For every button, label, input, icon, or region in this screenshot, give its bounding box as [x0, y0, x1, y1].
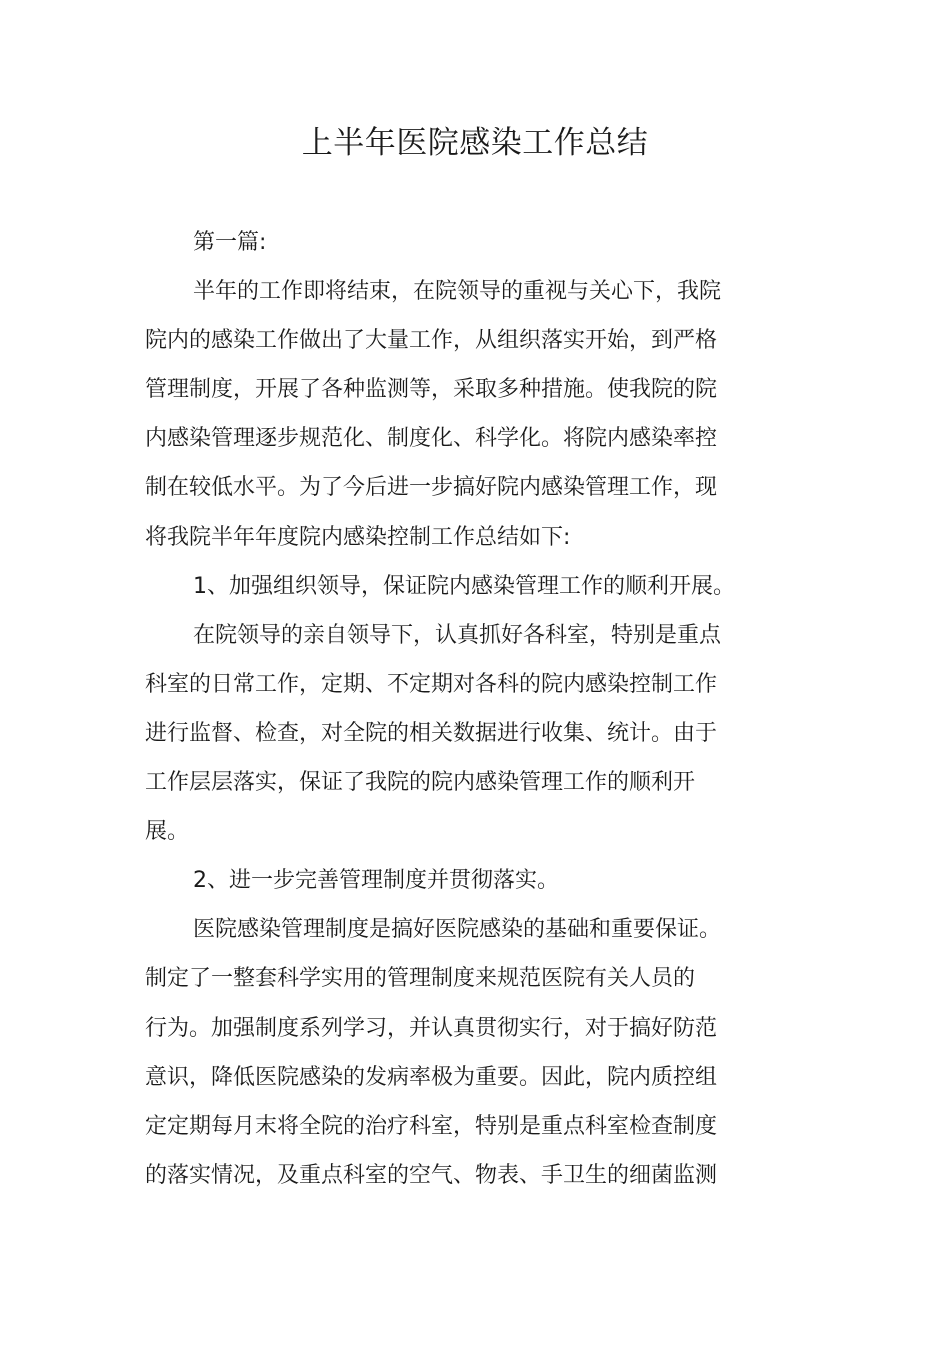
text-line: 院内的感染工作做出了大量工作，从组织落实开始，到严格	[145, 328, 718, 354]
text-line: 内感染管理逐步规范化、制度化、科学化。将院内感染率控	[145, 426, 718, 452]
text-line: 行为。加强制度系列学习，并认真贯彻实行，对于搞好防范	[145, 1015, 718, 1041]
paragraph-item-1	[145, 611, 755, 856]
paragraph-intro	[145, 267, 755, 562]
text-line: 定定期每月末将全院的治疗科室，特别是重点科室检查制度	[145, 1113, 718, 1139]
heading-item-1	[145, 562, 755, 611]
document-body	[145, 218, 755, 1200]
text-line: 的落实情况，及重点科室的空气、物表、手卫生的细菌监测	[145, 1162, 718, 1188]
text-line: 1、加强组织领导，保证院内感染管理工作的顺利开展。	[193, 573, 735, 599]
text-line: 展。	[145, 819, 190, 845]
text-line: 将我院半年年度院内感染控制工作总结如下:	[145, 524, 571, 550]
document-title: 上半年医院感染工作总结	[301, 125, 649, 161]
text-line: 在院领导的亲自领导下，认真抓好各科室，特别是重点	[193, 622, 722, 648]
section-label	[145, 218, 755, 267]
text-line: 半年的工作即将结束，在院领导的重视与关心下，我院	[193, 279, 722, 305]
text-line: 工作层层落实，保证了我院的院内感染管理工作的顺利开	[145, 770, 696, 796]
paragraph-item-2	[145, 905, 755, 1200]
text-line: 医院感染管理制度是搞好医院感染的基础和重要保证。	[193, 917, 722, 943]
text-line: 制在较低水平。为了今后进一步搞好院内感染管理工作，现	[145, 475, 718, 501]
heading-item-2	[145, 856, 755, 905]
text-line: 意识，降低医院感染的发病率极为重要。因此，院内质控组	[145, 1064, 718, 1090]
text-line: 2、进一步完善管理制度并贯彻落实。	[193, 868, 559, 894]
text-line: 第一篇:	[193, 230, 267, 255]
text-line: 科室的日常工作，定期、不定期对各科的院内感染控制工作	[145, 671, 718, 697]
text-line: 管理制度，开展了各种监测等，采取多种措施。使我院的院	[145, 377, 718, 403]
text-line: 进行监督、检查，对全院的相关数据进行收集、统计。由于	[145, 720, 718, 746]
text-line: 制定了一整套科学实用的管理制度来规范医院有关人员的	[145, 966, 696, 992]
